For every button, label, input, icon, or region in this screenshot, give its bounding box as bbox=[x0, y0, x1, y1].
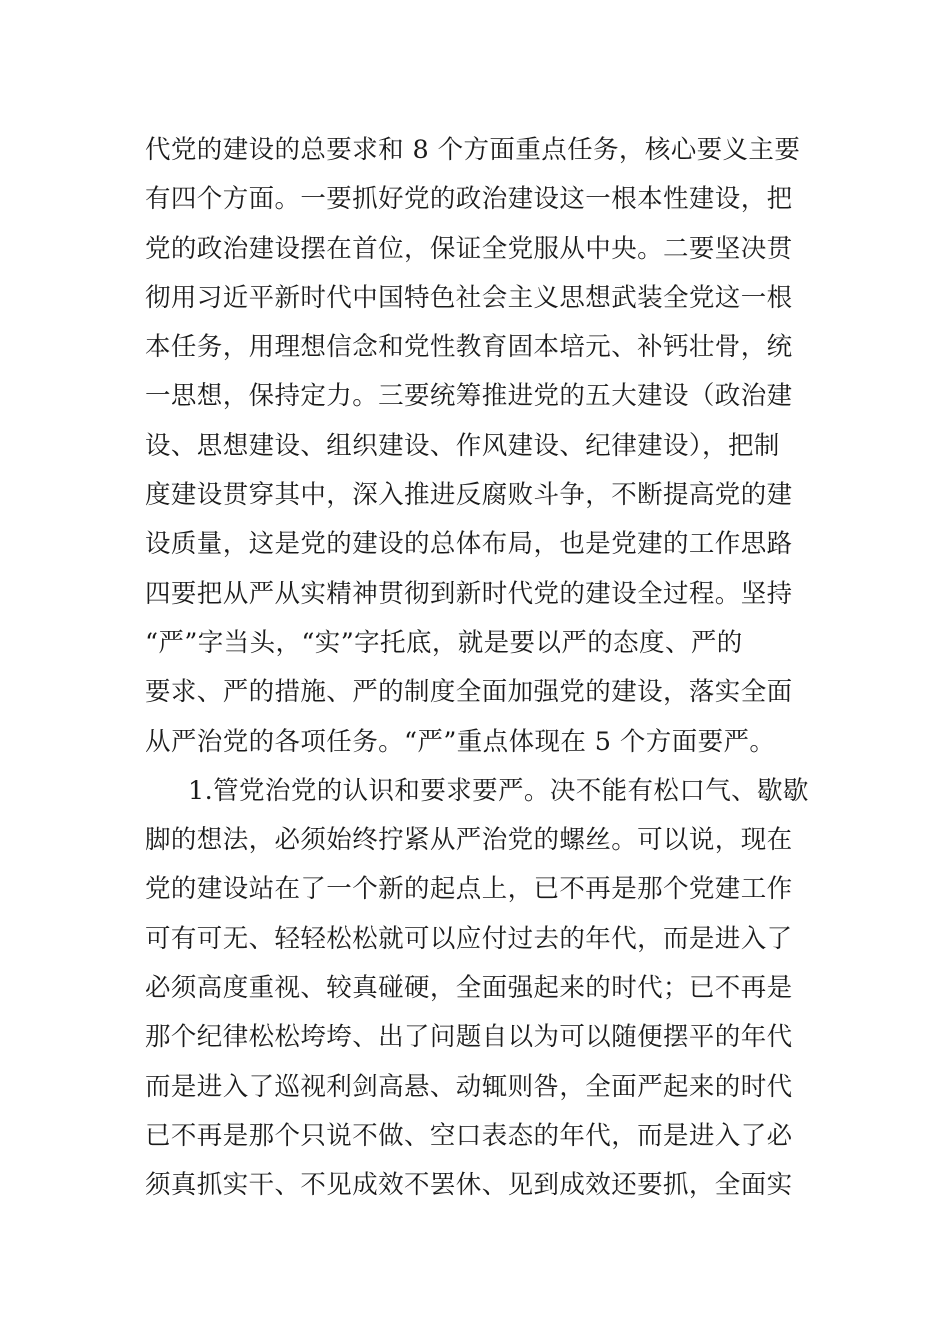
text-line: 可有可无、轻轻松松就可以应付过去的年代，而是进入了 bbox=[145, 923, 793, 954]
text-line: 而是进入了巡视利剑高悬、动辄则咎，全面严起来的时代 bbox=[145, 1071, 793, 1102]
text-line: 脚的想法，必须始终拧紧从严治党的螺丝。可以说，现在 bbox=[145, 825, 793, 856]
text-line: 党的建设站在了一个新的起点上，已不再是那个党建工作 bbox=[145, 874, 793, 905]
text-line: 度建设贯穿其中，深入推进反腐败斗争，不断提高党的建 bbox=[145, 480, 793, 511]
text-line: 设质量，这是党的建设的总体布局，也是党建的工作思路 bbox=[145, 529, 793, 560]
text-line: 须真抓实干、不见成效不罢休、见到成效还要抓，全面实 bbox=[145, 1170, 793, 1201]
text-line: “严”字当头，“实”字托底，就是要以严的态度、严的 bbox=[145, 627, 743, 658]
body-text bbox=[145, 126, 810, 1211]
text-line: 必须高度重视、较真碰硬，全面强起来的时代；已不再是 bbox=[145, 973, 793, 1004]
text-line: 有四个方面。一要抓好党的政治建设这一根本性建设，把 bbox=[145, 184, 793, 215]
text-line: 要求、严的措施、严的制度全面加强党的建设，落实全面 bbox=[145, 677, 793, 708]
text-line: 那个纪律松松垮垮、出了问题自以为可以随便摆平的年代 bbox=[145, 1022, 793, 1053]
text-line: 代党的建设的总要求和 8 个方面重点任务，核心要义主要 bbox=[145, 135, 801, 165]
text-line: 四要把从严从实精神贯彻到新时代党的建设全过程。坚持 bbox=[145, 578, 793, 609]
text-line: 已不再是那个只说不做、空口表态的年代，而是进入了必 bbox=[145, 1120, 793, 1151]
paragraph-start-line: 1.管党治党的认识和要求要严。决不能有松口气、歇歇 bbox=[188, 775, 809, 806]
text-line: 彻用习近平新时代中国特色社会主义思想武装全党这一根 bbox=[145, 282, 793, 313]
text-line: 本任务，用理想信念和党性教育固本培元、补钙壮骨，统 bbox=[145, 332, 793, 363]
text-line: 一思想，保持定力。三要统筹推进党的五大建设（政治建 bbox=[145, 381, 793, 412]
text-line: 从严治党的各项任务。“严”重点体现在 5 个方面要严。 bbox=[145, 726, 776, 757]
text-line: 党的政治建设摆在首位，保证全党服从中央。二要坚决贯 bbox=[145, 233, 793, 264]
text-line: 设、思想建设、组织建设、作风建设、纪律建设），把制 bbox=[145, 430, 780, 461]
